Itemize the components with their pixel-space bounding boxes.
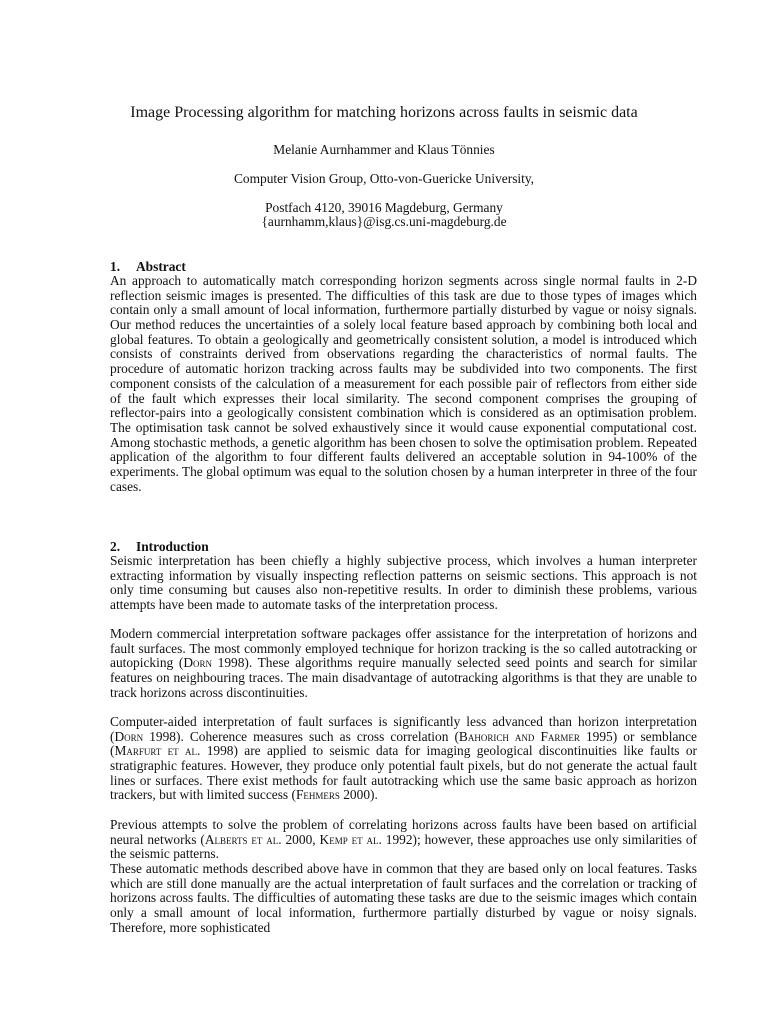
introduction-paragraph-1: Seismic interpretation has been chiefly a highly subjective process, which involves a human interpreter extracting information by visually inspecting reflection patterns on seismic sections. This approach is not only time consuming but causes also non-repetitive results. In order to diminish these problems, various attempts have been made to automate tasks of the interpretation process. xyxy=(110,553,697,613)
introduction-section-number: 2. xyxy=(110,539,121,554)
email-addresses: {aurnhamm,klaus}@isg.cs.uni-magdeburg.de xyxy=(261,214,507,229)
citation: Marfurt et al. 1998 xyxy=(114,743,234,759)
address: Postfach 4120, 39016 Magdeburg, Germany xyxy=(265,200,503,215)
citation: Kemp et al. 1992 xyxy=(319,831,413,847)
introduction-paragraph-4: Previous attempts to solve the problem of correlating horizons across faults have been based on artificial neural networks (Alberts et al. 2000, Kemp et al. 1992); however, these approaches use only similarities of the seismic patterns. xyxy=(110,817,697,862)
introduction-heading-text: Introduction xyxy=(136,539,209,554)
introduction-paragraph-3: Computer-aided interpretation of fault surfaces is significantly less advanced than horizon interpretation (Dorn 1998). Coherence measures such as cross correlation (Bahorich and Farmer 1995) or semblance (Marfurt et al. 1998) are applied to seismic data for imaging geological discontinuities like faults or stratigraphic features. However, they produce only potential fault pixels, but do not generate the actual fault lines or surfaces. There exist methods for fault autotracking which use the same basic approach as horizon trackers, but with limited success (Fehmers 2000). xyxy=(110,714,697,803)
citation: Dorn 1998 xyxy=(183,655,245,671)
abstract-heading-text: Abstract xyxy=(136,259,186,274)
citation: Bahorich and Farmer 1995 xyxy=(458,728,613,744)
paper-title: Image Processing algorithm for matching horizons across faults in seismic data xyxy=(130,104,638,121)
abstract-paragraph: An approach to automatically match corresponding horizon segments across single normal faults in 2-D reflection seismic images is presented. The difficulties of this task are due to those types of images which contain only a small amount of local information, furthermore partially disturbed by vague or noisy signals. Our method reduces the uncertainties of a solely local feature based approach by combining both local and global features. To obtain a geologically and geometrically consistent solution, a model is introduced which consists of constraints derived from observations regarding the characteristics of normal faults. The procedure of automatic horizon tracking across faults may be subdivided into two components. The first component consists of the calculation of a measurement for each possible pair of reflectors from either side of the fault which expresses their local similarity. The second component comprises the grouping of reflector-pairs into a geologically consistent combination which is considered as an optimisation problem. The optimisation task cannot be solved exhaustively since it would cause exponential computational cost. Among stochastic methods, a genetic algorithm has been chosen to solve the optimisation problem. Repeated application of the algorithm to four different faults delivered an acceptable solution in 94-100% of the experiments. The global optimum was equal to the solution chosen by a human interpreter in three of the four cases. xyxy=(110,273,697,494)
affiliation: Computer Vision Group, Otto-von-Guericke University, xyxy=(233,171,535,186)
authors: Melanie Aurnhammer and Klaus Tönnies xyxy=(273,142,495,157)
introduction-paragraph-5: These automatic methods described above have in common that they are based only on local features. Tasks which are still done manually are the actual interpretation of fault surfaces and the correlation or tracking of horizons across faults. The difficulties of automating these tasks are due to the seismic images which contain only a small amount of local information, furthermore partially disturbed by vague or noisy signals. Therefore, more sophisticated xyxy=(110,861,697,935)
abstract-section-number: 1. xyxy=(110,259,121,274)
citation: Dorn 1998 xyxy=(114,728,176,744)
introduction-paragraph-2: Modern commercial interpretation software packages offer assistance for the interpretation of horizons and fault surfaces. The most commonly employed technique for horizon tracking is the so called autotracking or autopicking (Dorn 1998). These algorithms require manually selected seed points and search for similar features on neighbouring traces. The main disadvantage of autotracking algorithms is that they are unable to track horizons across discontinuities. xyxy=(110,626,697,700)
citation: Alberts et al. 2000 xyxy=(204,831,313,847)
citation: Fehmers 2000 xyxy=(295,787,371,803)
